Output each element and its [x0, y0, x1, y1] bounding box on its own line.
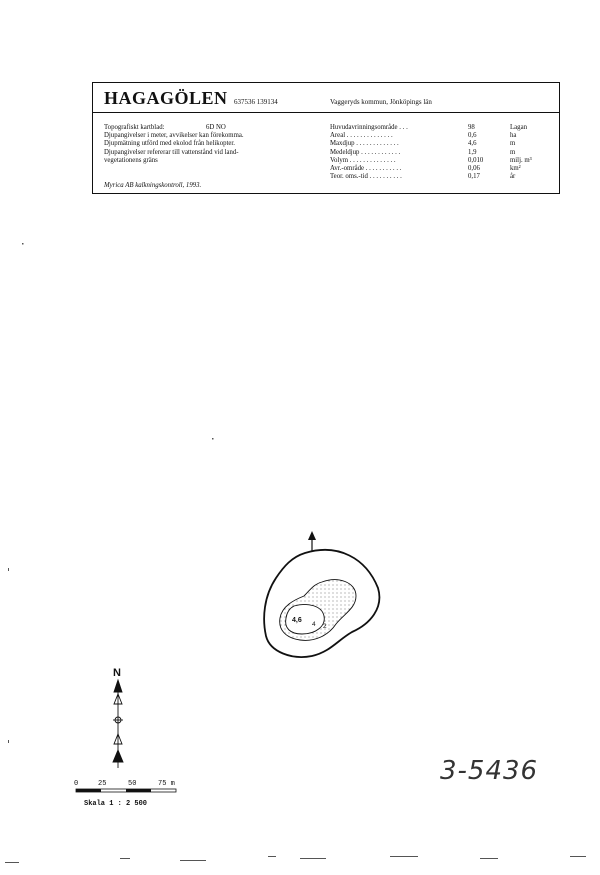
depth-label-2: 2: [323, 623, 327, 630]
parameter-unit: år: [510, 173, 516, 181]
parameter-label: Maxdjup . . . . . . . . . . . . .: [330, 140, 399, 148]
survey-note: vegetationens gräns: [104, 156, 158, 164]
north-label: N: [113, 667, 121, 679]
parameter-value: 4,6: [468, 140, 477, 148]
parameter-unit: Lagan: [510, 124, 527, 131]
map-sheet-code: 6D NO: [206, 124, 226, 131]
survey-note: Topografiskt kartblad:: [104, 124, 165, 131]
parameter-value: 0,6: [468, 132, 477, 140]
parameter-unit: ha: [510, 132, 517, 140]
coordinates: 637536 139134: [234, 98, 278, 106]
scale-bar: [76, 789, 176, 792]
parameter-label: Teor. oms.-tid . . . . . . . . . .: [330, 173, 402, 181]
compass-needle-icon: [113, 680, 123, 768]
parameter-value: 0,010: [468, 156, 484, 164]
lake-title: HAGAGÖLEN: [104, 88, 228, 108]
survey-note: Djupangivelser refererar till vattenstånd vid land-: [104, 148, 239, 156]
parameter-label: Avr.-område . . . . . . . . . . .: [330, 165, 402, 173]
parameter-value: 1,9: [468, 148, 477, 156]
parameter-value: 0,17: [468, 173, 480, 181]
parameter-value: 0,06: [468, 165, 480, 173]
parameter-label: Volym . . . . . . . . . . . . . .: [330, 156, 396, 164]
survey-credit: Myrica AB kalkningskontroll, 1993.: [104, 182, 202, 189]
depth-label-4: 4: [312, 621, 316, 628]
map-north-arrow-head: [308, 531, 316, 540]
parameter-label: Huvudavrinningsområde . . .: [330, 124, 408, 131]
parameter-unit: milj. m³: [510, 156, 532, 164]
parameter-unit: km²: [510, 165, 521, 173]
parameter-label: Areal . . . . . . . . . . . . . .: [330, 132, 393, 140]
scale-tick-label: 50: [128, 780, 137, 788]
municipality: Vaggeryds kommun, Jönköpings län: [330, 98, 432, 106]
survey-note: Djupangivelser i meter, avvikelser kan förekomma.: [104, 132, 244, 140]
scale-caption: Skala 1 : 2 500: [84, 800, 148, 808]
parameter-unit: m: [510, 148, 516, 156]
scale-tick-label: 0: [74, 780, 79, 788]
parameter-label: Medeldjup . . . . . . . . . . . .: [330, 148, 401, 156]
scale-tick-label: 25: [98, 780, 107, 788]
parameter-unit: m: [510, 140, 516, 148]
scale-tick-label: 75 m: [158, 780, 175, 788]
max-depth-label: 4,6: [292, 617, 302, 624]
handwritten-id: 3-5436: [440, 756, 539, 786]
survey-note: Djupmätning utförd med ekolod från helikopter.: [104, 140, 235, 148]
parameter-value: 98: [468, 124, 475, 131]
